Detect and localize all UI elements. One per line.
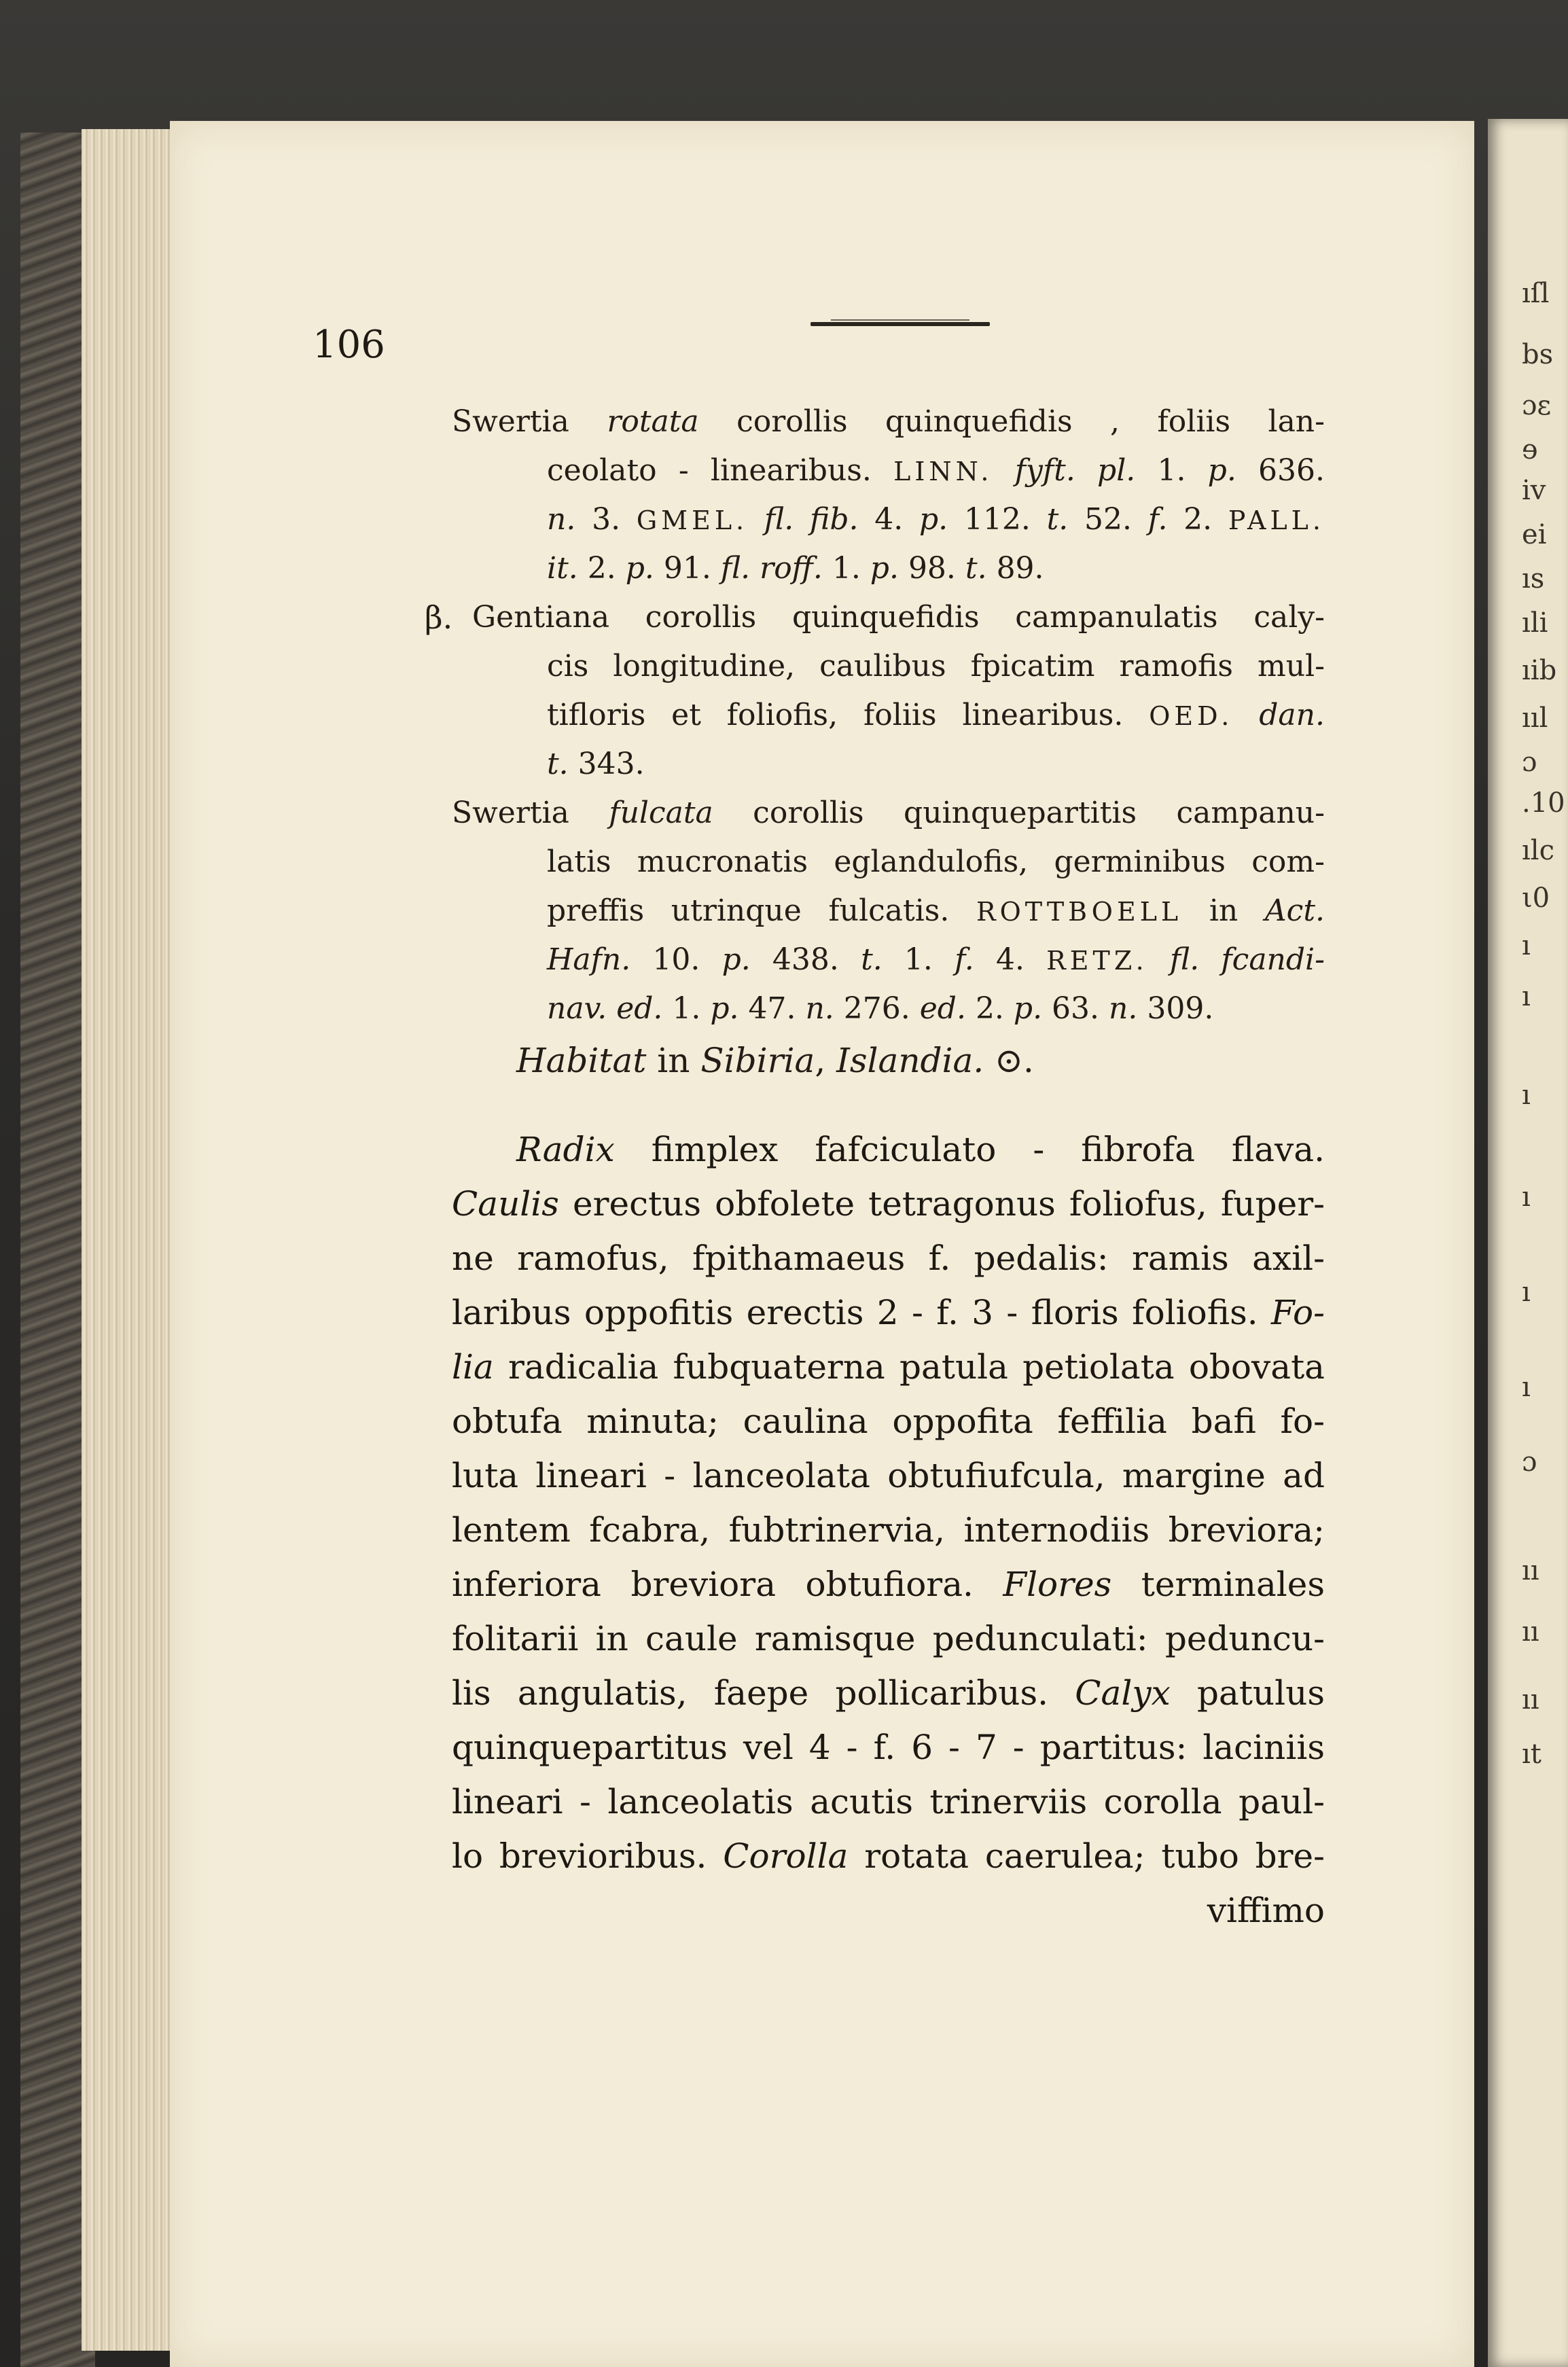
italic-term: t. bbox=[861, 942, 883, 977]
text-run bbox=[1199, 942, 1221, 977]
italic-term: rotata bbox=[607, 404, 699, 439]
italic-term: p. bbox=[625, 551, 654, 586]
text-run: 63. bbox=[1042, 991, 1109, 1026]
text-run: 2. bbox=[1167, 502, 1228, 537]
adjacent-page-fragment: ɘ bbox=[1522, 434, 1538, 465]
author-abbreviation: ROTTBOELL bbox=[976, 897, 1183, 927]
description-line bbox=[452, 1231, 1325, 1285]
text-run: lo brevioribus. bbox=[452, 1836, 724, 1876]
italic-term: f. bbox=[955, 942, 974, 977]
text-run: obtufa minuta; caulina oppofita feffilia bafi fo- bbox=[452, 1402, 1325, 1441]
italic-term: p. bbox=[1207, 453, 1236, 488]
description-line bbox=[452, 1122, 1325, 1177]
italic-term: Corolla bbox=[723, 1836, 849, 1876]
description-line bbox=[452, 1666, 1325, 1720]
text-run: patulus bbox=[1170, 1673, 1325, 1713]
text-run: 1. bbox=[822, 551, 870, 586]
adjacent-page-fragment: ei bbox=[1522, 519, 1547, 550]
italic-term: fl. bbox=[720, 551, 751, 586]
entry-line bbox=[452, 691, 1325, 740]
adjacent-page-fragment: ı bbox=[1522, 1372, 1531, 1403]
adjacent-page-fragment: ı bbox=[1522, 1277, 1531, 1308]
synonym-entry bbox=[425, 593, 1325, 789]
description-section bbox=[452, 1122, 1325, 1938]
text-run: corollis quinquepartitis campanu- bbox=[713, 796, 1325, 830]
author-abbreviation: RETZ. bbox=[1046, 946, 1148, 976]
description-line bbox=[452, 1775, 1325, 1829]
description-line bbox=[452, 1177, 1325, 1231]
page-number: 106 bbox=[313, 323, 385, 367]
entry-line bbox=[452, 789, 1325, 838]
text-run: 4. bbox=[858, 502, 919, 537]
text-run: terminales bbox=[1111, 1565, 1325, 1604]
italic-term: Sibiria bbox=[700, 1041, 815, 1080]
italic-term: lia bbox=[452, 1347, 494, 1387]
text-run: ne ramofus, fpithamaeus f. pedalis: ramis axil- bbox=[452, 1239, 1325, 1278]
text-run: 438. bbox=[750, 942, 861, 977]
italic-term: Flores bbox=[1003, 1565, 1112, 1604]
italic-term: fl. bbox=[1169, 942, 1200, 977]
text-run: fimplex fafciculato - fibrofa flava. bbox=[614, 1130, 1325, 1169]
text-run: 1. bbox=[662, 991, 711, 1026]
italic-term: fulcata bbox=[609, 796, 713, 830]
entry-line bbox=[452, 936, 1325, 984]
italic-term: Caulis bbox=[452, 1184, 559, 1224]
description-line bbox=[452, 1720, 1325, 1775]
entry-line bbox=[425, 593, 1325, 642]
description-line bbox=[452, 1883, 1325, 1938]
text-run: lentem fcabra, fubtrinervia, internodiis breviora; bbox=[452, 1510, 1325, 1550]
text-run: 89. bbox=[986, 551, 1044, 586]
author-abbreviation: GMEL. bbox=[636, 505, 749, 535]
text-run: erectus obfolete tetragonus foliofus, fuper- bbox=[558, 1184, 1325, 1224]
text-run: ceolato - linearibus. bbox=[547, 453, 894, 488]
text-run: laribus oppofitis erectis 2 - f. 3 - floris foliofis. bbox=[452, 1293, 1272, 1332]
italic-term: Fo- bbox=[1271, 1293, 1325, 1332]
text-run bbox=[1148, 942, 1170, 977]
synonymy-section bbox=[425, 397, 1325, 1088]
text-run: corollis quinquefidis , foliis lan- bbox=[698, 404, 1325, 439]
header-ornament-rule bbox=[810, 322, 990, 326]
italic-term: Act. bbox=[1264, 893, 1325, 928]
text-run: viffimo bbox=[1207, 1891, 1325, 1930]
italic-term: p. bbox=[919, 502, 948, 537]
italic-term: p. bbox=[721, 942, 751, 977]
synonym-entry bbox=[452, 789, 1325, 1033]
text-run: inferiora breviora obtufiora. bbox=[452, 1565, 1003, 1604]
adjacent-page-fragment: ıı bbox=[1522, 1555, 1539, 1586]
adjacent-page-fragment: ı bbox=[1522, 981, 1531, 1012]
text-run: Swertia bbox=[452, 796, 609, 830]
description-line bbox=[452, 1340, 1325, 1394]
description-line bbox=[452, 1394, 1325, 1448]
text-run: in bbox=[1182, 893, 1265, 928]
italic-term: ed. bbox=[919, 991, 966, 1026]
text-run bbox=[794, 502, 810, 537]
italic-term: Habitat bbox=[516, 1041, 647, 1080]
entry-line bbox=[452, 838, 1325, 887]
italic-term: Hafn. bbox=[547, 942, 631, 977]
entry-line bbox=[452, 544, 1325, 593]
adjacent-page-fragment: ıli bbox=[1522, 607, 1548, 639]
text-run: 10. bbox=[630, 942, 722, 977]
text-run: luta lineari - lanceolata obtufiufcula, margine ad bbox=[452, 1456, 1325, 1495]
description-line bbox=[452, 1829, 1325, 1883]
text-run bbox=[607, 991, 616, 1026]
italic-term: Calyx bbox=[1075, 1673, 1171, 1713]
text-run: 98. bbox=[898, 551, 965, 586]
italic-term: p. bbox=[870, 551, 899, 586]
adjacent-page-fragment: ι0 bbox=[1522, 883, 1550, 914]
text-run: rotata caerulea; tubo bre- bbox=[848, 1836, 1325, 1876]
author-abbreviation: PALL. bbox=[1228, 505, 1325, 535]
adjacent-page-fragment: ıib bbox=[1522, 655, 1557, 686]
text-run: 309. bbox=[1137, 991, 1214, 1026]
adjacent-page-fragment: .10 bbox=[1522, 787, 1565, 819]
text-run: 343. bbox=[568, 747, 645, 781]
text-run: preffis utrinque fulcatis. bbox=[547, 893, 977, 928]
text-run: lis angulatis, faepe pollicaribus. bbox=[452, 1673, 1075, 1713]
adjacent-page-fragment: ıſl bbox=[1522, 278, 1550, 309]
text-run: 3. bbox=[575, 502, 637, 537]
entry-line bbox=[452, 397, 1325, 446]
italic-term: nav. bbox=[547, 991, 607, 1026]
italic-term: f. bbox=[1147, 502, 1168, 537]
text-run: ⊙. bbox=[984, 1041, 1034, 1080]
description-line bbox=[452, 1285, 1325, 1340]
italic-term: fyft. bbox=[1014, 453, 1075, 488]
text-run bbox=[750, 551, 760, 586]
entry-line bbox=[452, 642, 1325, 691]
description-line bbox=[452, 1503, 1325, 1557]
text-run bbox=[1075, 453, 1097, 488]
italic-term: Radix bbox=[516, 1130, 615, 1169]
text-run: Swertia bbox=[452, 404, 607, 439]
text-run: 636. bbox=[1236, 453, 1325, 488]
italic-term: fib. bbox=[809, 502, 859, 537]
italic-term: fcandi- bbox=[1221, 942, 1325, 977]
page-stack-edges bbox=[82, 129, 177, 2351]
author-abbreviation: LINN. bbox=[893, 457, 993, 486]
variety-marker: β. bbox=[425, 599, 453, 636]
italic-term: it. bbox=[547, 551, 578, 586]
adjacent-page-fragment: ıt bbox=[1522, 1739, 1542, 1770]
adjacent-page-fragment: ıı bbox=[1522, 1616, 1539, 1648]
italic-term: n. bbox=[805, 991, 834, 1026]
adjacent-page-fragment: ɔɛ bbox=[1522, 390, 1552, 421]
text-run: 276. bbox=[834, 991, 920, 1026]
italic-term: n. bbox=[1109, 991, 1138, 1026]
italic-term: p. bbox=[710, 991, 739, 1026]
italic-term: dan. bbox=[1259, 698, 1325, 732]
adjacent-page-fragment: ı bbox=[1522, 1181, 1531, 1213]
text-run: 2. bbox=[577, 551, 626, 586]
text-run: 1. bbox=[882, 942, 955, 977]
text-run: cis longitudine, caulibus fpicatim ramofis mul- bbox=[547, 649, 1325, 683]
adjacent-page-fragment: ı bbox=[1522, 1080, 1531, 1111]
italic-term: p. bbox=[1013, 991, 1043, 1026]
habitat-line bbox=[452, 1033, 1325, 1088]
text-run: radicalia fubquaterna patula petiolata obovata bbox=[493, 1347, 1325, 1387]
text-run: 47. bbox=[738, 991, 806, 1026]
italic-term: t. bbox=[1046, 502, 1069, 537]
entry-line bbox=[452, 887, 1325, 936]
adjacent-page-fragment: bs bbox=[1522, 339, 1554, 370]
text-run bbox=[1233, 698, 1259, 732]
text-run: 91. bbox=[654, 551, 721, 586]
entry-line bbox=[452, 446, 1325, 495]
italic-term: ed. bbox=[616, 991, 663, 1026]
text-run: 112. bbox=[948, 502, 1047, 537]
entry-line bbox=[452, 495, 1325, 544]
italic-term: t. bbox=[547, 747, 569, 781]
text-run: quinquepartitus vel 4 - f. 6 - 7 - partitus: laciniis bbox=[452, 1728, 1325, 1767]
text-run: lineari - lanceolatis acutis trinerviis corolla paul- bbox=[452, 1782, 1325, 1821]
description-line bbox=[452, 1448, 1325, 1503]
text-run: in bbox=[646, 1041, 701, 1080]
entry-line bbox=[452, 984, 1325, 1033]
italic-term: Islandia. bbox=[836, 1041, 984, 1080]
description-line bbox=[452, 1612, 1325, 1666]
adjacent-page-fragment: iv bbox=[1522, 475, 1546, 506]
text-run: Gentiana corollis quinquefidis campanulatis caly- bbox=[472, 600, 1325, 635]
italic-term: roff. bbox=[760, 551, 823, 586]
adjacent-page-fragment: ılc bbox=[1522, 835, 1554, 866]
entry-line bbox=[452, 740, 1325, 789]
italic-term: t. bbox=[965, 551, 987, 586]
text-run bbox=[993, 453, 1014, 488]
adjacent-page-fragment: ɔ bbox=[1522, 1446, 1537, 1478]
text-run: 4. bbox=[974, 942, 1047, 977]
italic-term: n. bbox=[547, 502, 576, 537]
italic-term: pl. bbox=[1097, 453, 1136, 488]
adjacent-page-fragment: ıs bbox=[1522, 563, 1545, 594]
text-run: , bbox=[815, 1041, 837, 1080]
adjacent-page bbox=[1488, 119, 1568, 2367]
text-run: 1. bbox=[1135, 453, 1208, 488]
adjacent-page-fragment: ı bbox=[1522, 930, 1531, 961]
text-run: 2. bbox=[965, 991, 1014, 1026]
adjacent-page-fragment: ııl bbox=[1522, 702, 1548, 734]
synonym-entry bbox=[452, 397, 1325, 593]
adjacent-page-fragment: ıı bbox=[1522, 1684, 1539, 1715]
author-abbreviation: OED. bbox=[1149, 701, 1234, 731]
text-run: folitarii in caule ramisque pedunculati: peduncu- bbox=[452, 1619, 1325, 1658]
text-run: tifloris et foliofis, foliis linearibus. bbox=[547, 698, 1150, 732]
text-run: latis mucronatis eglandulofis, germinibus com- bbox=[547, 844, 1325, 879]
text-run bbox=[748, 502, 764, 537]
text-run: 52. bbox=[1068, 502, 1148, 537]
description-line bbox=[452, 1557, 1325, 1612]
italic-term: fl. bbox=[764, 502, 794, 537]
adjacent-page-fragment: ɔ bbox=[1522, 747, 1537, 778]
